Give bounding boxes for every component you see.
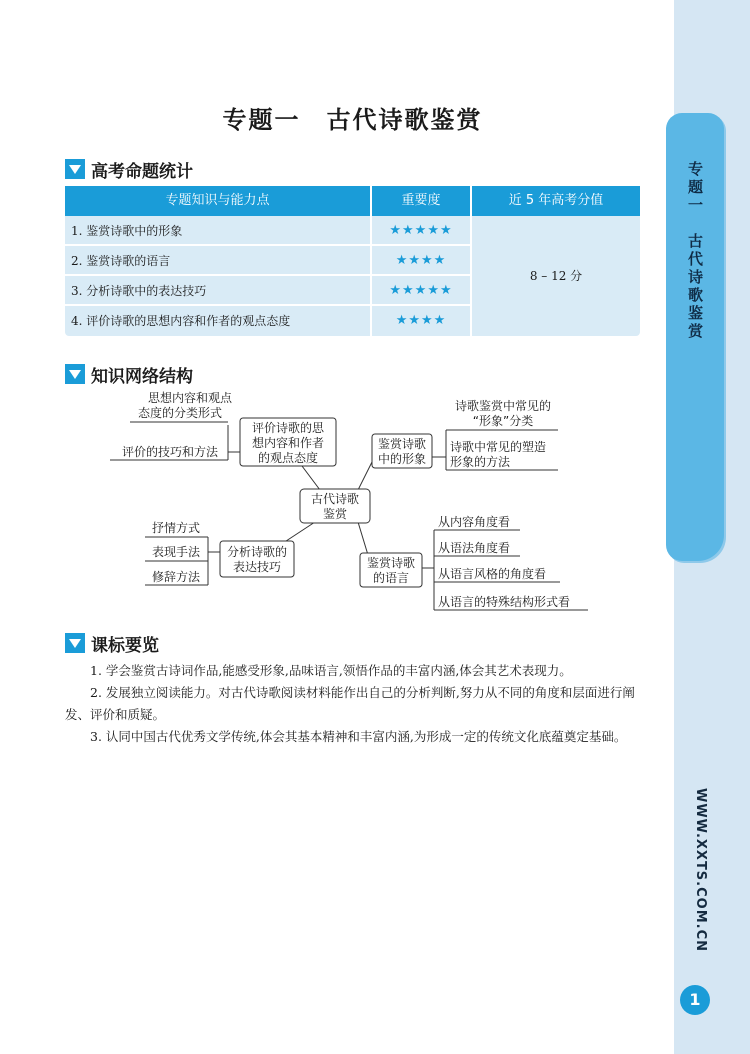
leaf-label: 诗歌鉴赏中常见的: [454, 399, 552, 413]
node-label: 分析诗歌的: [226, 545, 288, 559]
node-label: 评价诗歌的思: [251, 421, 325, 435]
leaf-label: 从语法角度看: [438, 541, 511, 555]
table-cell-point: 1. 鉴赏诗歌中的形象: [71, 224, 183, 238]
paragraph: 2. 发展独立阅读能力。对古代诗歌阅读材料能作出自己的分析判断,努力从不同的角度和层面进行阐发、评价和质疑。: [65, 685, 635, 722]
chapter-tab[interactable]: [666, 113, 724, 561]
leaf-label: 诗歌中常见的塑造: [450, 440, 547, 454]
node-label: 的语言: [372, 571, 410, 585]
page-title: 专题一 古代诗歌鉴赏: [222, 106, 483, 134]
paragraph: 3. 认同中国古代优秀文学传统,体会其基本精神和丰富内涵,为形成一定的传统文化底蕴奠定基础。: [90, 729, 627, 744]
leaf-label: 评价的技巧和方法: [121, 445, 219, 459]
importance-stars: ★★★★★: [389, 283, 453, 298]
leaf-label: 从语言风格的角度看: [438, 567, 547, 581]
section-exam-stats: [65, 158, 193, 180]
website-url: WWW.XXTS.COM.CN: [693, 788, 708, 952]
leaf-label: 从语言的特殊结构形式看: [438, 595, 571, 609]
divider: [470, 186, 472, 336]
table-header-cell: 专题知识与能力点: [165, 193, 270, 208]
table-header: [65, 186, 640, 216]
node-label: 鉴赏诗歌: [366, 556, 416, 570]
center-label: 鉴赏: [322, 507, 348, 521]
chapter-tab-label: 专题一 古代诗歌鉴赏: [686, 161, 704, 341]
importance-stars: ★★★★: [395, 253, 447, 268]
table-cell-point: 2. 鉴赏诗歌的语言: [71, 254, 171, 268]
section-curriculum: [65, 632, 159, 654]
leaf-label: 态度的分类形式: [137, 406, 223, 420]
leaf-label: 修辞方法: [151, 570, 201, 584]
section-title: 知识网络结构: [91, 366, 193, 387]
node-label: 的观点态度: [257, 451, 319, 465]
node-label: 中的形象: [377, 452, 427, 466]
leaf-label: 从内容角度看: [438, 515, 511, 529]
knowledge-mindmap: [110, 390, 600, 618]
page-number: 1: [680, 985, 710, 1015]
leaf-label: 抒情方式: [151, 521, 201, 535]
triangle-down-icon: [65, 633, 85, 653]
exam-stats-table: [65, 186, 640, 336]
section-knowledge-network: [65, 363, 193, 385]
table-cell-point: 4. 评价诗歌的思想内容和作者的观点态度: [71, 314, 291, 328]
node-label: 表达技巧: [232, 560, 282, 574]
importance-stars: ★★★★: [395, 313, 447, 328]
paragraph: 1. 学会鉴赏古诗词作品,能感受形象,品味语言,领悟作品的丰富内涵,体会其艺术表现力。: [90, 663, 572, 678]
table-header-cell: 重要度: [401, 193, 441, 208]
section-title: 课标要览: [91, 635, 159, 656]
leaf-label: 形象的方法: [450, 455, 511, 469]
importance-stars: ★★★★★: [389, 223, 453, 238]
section-title: 高考命题统计: [91, 161, 193, 182]
triangle-down-icon: [65, 364, 85, 384]
leaf-label: 表现手法: [151, 545, 201, 559]
leaf-label: “形象”分类: [472, 414, 534, 428]
leaf-label: 思想内容和观点: [147, 391, 233, 405]
node-label: 鉴赏诗歌: [377, 437, 427, 451]
table-cell-point: 3. 分析诗歌中的表达技巧: [71, 284, 207, 298]
node-label: 想内容和作者: [251, 436, 325, 450]
score-range: 8 – 12 分: [529, 269, 583, 283]
curriculum-text: [65, 660, 640, 748]
triangle-down-icon: [65, 159, 85, 179]
table-header-cell: 近 5 年高考分值: [508, 193, 604, 208]
center-label: 古代诗歌: [310, 492, 360, 506]
